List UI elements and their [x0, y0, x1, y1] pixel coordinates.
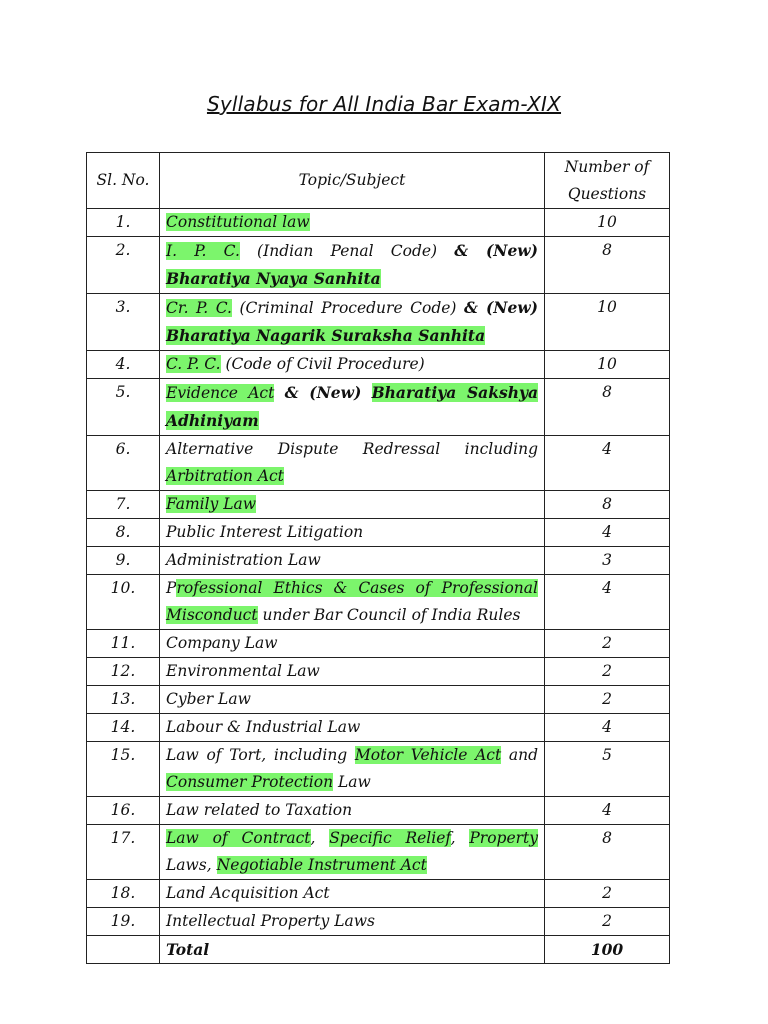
topic-text [274, 384, 284, 402]
row-topic [160, 351, 545, 379]
table-row [87, 351, 670, 379]
row-question-count: 4 [545, 575, 670, 630]
table-row [87, 825, 670, 880]
row-topic [160, 379, 545, 436]
highlighted-text: Law of Contract [166, 829, 311, 847]
topic-text: (Criminal Procedure Code) [231, 299, 464, 317]
topic-text: Law [333, 773, 371, 791]
row-question-count: 4 [545, 714, 670, 742]
row-question-count: 8 [545, 237, 670, 294]
row-serial-number: 15. [87, 742, 160, 797]
table-row [87, 491, 670, 519]
table-row [87, 630, 670, 658]
row-question-count: 2 [545, 658, 670, 686]
row-question-count: 4 [545, 797, 670, 825]
row-topic [160, 908, 545, 936]
table-row [87, 797, 670, 825]
topic-text: & (New) [454, 241, 538, 260]
row-serial-number: 8. [87, 519, 160, 547]
highlighted-text: C. P. C. [166, 355, 221, 373]
highlighted-text: Bharatiya Nagarik Suraksha Sanhita [166, 326, 486, 345]
row-serial-number: 6. [87, 436, 160, 491]
highlighted-text: Cr. P. C. [166, 299, 232, 317]
row-question-count: 2 [545, 880, 670, 908]
row-topic [160, 519, 545, 547]
header-questions: Number of Questions [545, 153, 670, 209]
topic-text: Public Interest Litigation [166, 523, 364, 541]
topic-text: Law of Tort, including [166, 746, 355, 764]
row-serial-number: 1. [87, 209, 160, 237]
row-topic [160, 294, 545, 351]
table-row [87, 742, 670, 797]
table-row [87, 686, 670, 714]
highlighted-text: Property [469, 829, 539, 847]
table-row [87, 237, 670, 294]
total-label: Total [160, 936, 545, 964]
topic-text: Cyber Law [166, 690, 251, 708]
row-serial-number: 10. [87, 575, 160, 630]
topic-text: Laws, [166, 856, 217, 874]
row-serial-number: 16. [87, 797, 160, 825]
row-question-count: 4 [545, 436, 670, 491]
row-topic [160, 825, 545, 880]
table-row [87, 908, 670, 936]
topic-text: Alternative Dispute Redressal including [166, 440, 538, 458]
row-serial-number: 17. [87, 825, 160, 880]
table-header-row [87, 153, 670, 209]
topic-text: and [501, 746, 538, 764]
table-row [87, 880, 670, 908]
topic-text: & (New) [284, 383, 362, 402]
row-question-count: 5 [545, 742, 670, 797]
syllabus-table [86, 152, 670, 964]
table-row [87, 658, 670, 686]
topic-text: Administration Law [166, 551, 321, 569]
table-row [87, 547, 670, 575]
row-question-count: 10 [545, 294, 670, 351]
row-topic [160, 237, 545, 294]
topic-text: Intellectual Property Laws [166, 912, 375, 930]
row-question-count: 2 [545, 686, 670, 714]
total-value: 100 [545, 936, 670, 964]
row-question-count: 4 [545, 519, 670, 547]
row-serial-number: 5. [87, 379, 160, 436]
topic-text: Labour & Industrial Law [166, 718, 361, 736]
topic-text: (Indian Penal Code) [239, 242, 455, 260]
total-empty-cell [87, 936, 160, 964]
row-topic [160, 575, 545, 630]
row-question-count: 8 [545, 491, 670, 519]
highlighted-text: Family Law [166, 495, 257, 513]
row-topic [160, 658, 545, 686]
row-topic [160, 742, 545, 797]
row-topic [160, 209, 545, 237]
table-body [87, 209, 670, 936]
topic-text: Law related to Taxation [166, 801, 353, 819]
row-serial-number: 11. [87, 630, 160, 658]
row-serial-number: 18. [87, 880, 160, 908]
row-topic [160, 630, 545, 658]
row-topic [160, 797, 545, 825]
row-topic [160, 491, 545, 519]
topic-text: under Bar Council of India Rules [257, 606, 521, 624]
row-question-count: 8 [545, 825, 670, 880]
highlighted-text: Negotiable Instrument Act [216, 856, 427, 874]
row-topic [160, 880, 545, 908]
row-question-count: 10 [545, 351, 670, 379]
topic-text: P [166, 579, 177, 597]
topic-text: Company Law [166, 634, 278, 652]
highlighted-text: Bharatiya Sakshya Adhiniyam [166, 383, 539, 430]
row-serial-number: 4. [87, 351, 160, 379]
row-serial-number: 12. [87, 658, 160, 686]
highlighted-text: Motor Vehicle Act [354, 746, 502, 764]
row-topic [160, 714, 545, 742]
table-row [87, 379, 670, 436]
header-sl-no: Sl. No. [87, 153, 160, 209]
topic-text: Environmental Law [166, 662, 320, 680]
highlighted-text: Constitutional law [166, 213, 310, 231]
row-serial-number: 7. [87, 491, 160, 519]
row-topic [160, 686, 545, 714]
row-topic [160, 436, 545, 491]
table-row [87, 519, 670, 547]
topic-text [361, 384, 371, 402]
table-row [87, 294, 670, 351]
highlighted-text: Consumer Protection [166, 773, 334, 791]
table-row [87, 436, 670, 491]
row-serial-number: 19. [87, 908, 160, 936]
row-question-count: 2 [545, 908, 670, 936]
highlighted-text: Arbitration Act [166, 467, 284, 485]
row-question-count: 3 [545, 547, 670, 575]
row-serial-number: 9. [87, 547, 160, 575]
topic-text: , [450, 829, 470, 847]
row-question-count: 10 [545, 209, 670, 237]
row-question-count: 2 [545, 630, 670, 658]
page-title: Syllabus for All India Bar Exam-XIX [206, 92, 562, 116]
highlighted-text: Specific Relief [329, 829, 451, 847]
topic-text: , [310, 829, 330, 847]
table-row [87, 209, 670, 237]
highlighted-text: Evidence Act [166, 384, 275, 402]
row-serial-number: 14. [87, 714, 160, 742]
row-question-count: 8 [545, 379, 670, 436]
highlighted-text: Bharatiya Nyaya Sanhita [166, 269, 381, 288]
table-row [87, 714, 670, 742]
highlighted-text: I. P. C. [166, 242, 240, 260]
row-serial-number: 3. [87, 294, 160, 351]
highlighted-text: rofessional Ethics & Cases of Professional Misconduct [166, 579, 538, 624]
topic-text: & (New) [463, 298, 538, 317]
total-row [87, 936, 670, 964]
row-serial-number: 2. [87, 237, 160, 294]
row-topic [160, 547, 545, 575]
header-topic: Topic/Subject [160, 153, 545, 209]
row-serial-number: 13. [87, 686, 160, 714]
table-row [87, 575, 670, 630]
topic-text: (Code of Civil Procedure) [220, 355, 425, 373]
topic-text: Land Acquisition Act [166, 884, 330, 902]
